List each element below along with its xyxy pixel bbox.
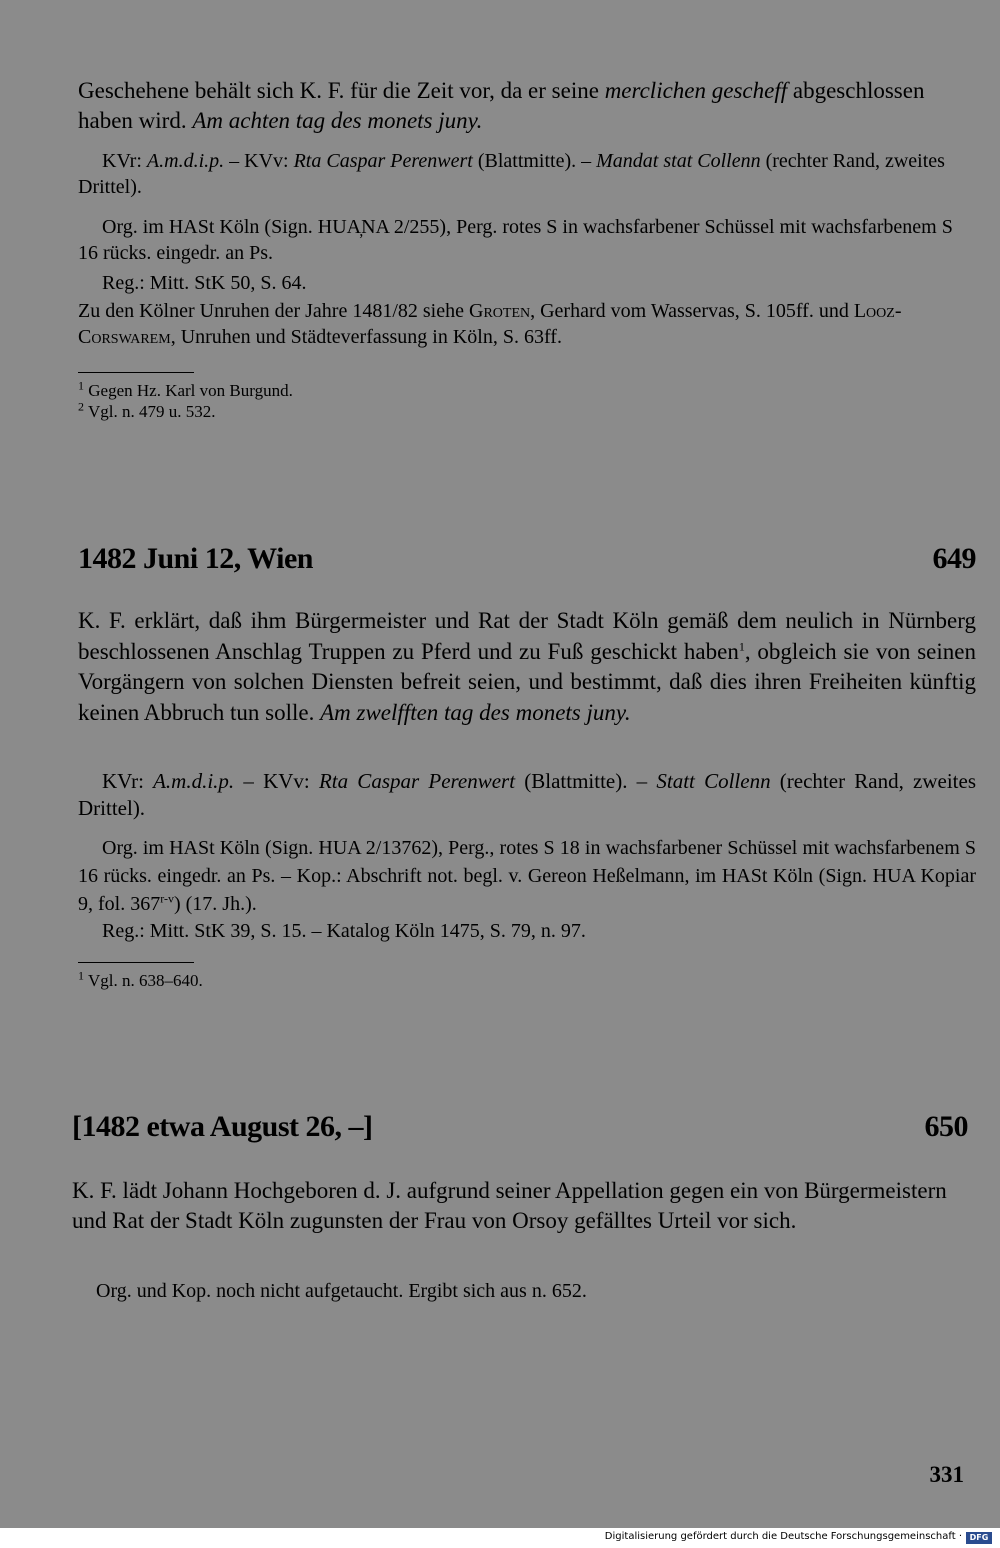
footnote xyxy=(78,970,976,991)
footnotes xyxy=(78,380,976,422)
footnote-text: Vgl. n. 479 u. 532. xyxy=(84,402,216,421)
regest-paragraph: K. F. lädt Johann Hochgeboren d. J. aufgrund seiner Appellation gegen ein von Bürgermeistern und Rat der Stadt Köln zugunsten der Frau von Orsoy gefälltes Urteil vor sich. xyxy=(72,1178,947,1233)
endorsement-text xyxy=(78,148,976,200)
entry-number: 649 xyxy=(932,542,976,575)
footnote-marker: 2 xyxy=(78,399,84,414)
text-span: , obgleich sie von seinen Vorgängern von solchen Diensten befreit seien, und bestimmt, daß dies ihren Freiheiten künftig keinen Abbruch tun solle. xyxy=(78,638,976,725)
page-number: 331 xyxy=(929,1462,964,1487)
folio-superscript: r-v xyxy=(160,891,174,906)
author-name: Looz-Corswarem xyxy=(78,300,902,348)
author-name: Groten xyxy=(469,300,531,322)
footnote xyxy=(78,380,976,401)
text-span: KVr: xyxy=(102,769,154,793)
footnote-marker: 1 xyxy=(78,968,84,983)
entry-number: 650 xyxy=(924,1110,968,1143)
text-span: Geschehene behält sich K. F. für die Zeit vor, da er seine xyxy=(78,78,605,103)
italic-span: A.m.d.i.p. xyxy=(146,150,225,172)
text-span: K. F. erklärt, daß ihm Bürgermeister und Rat der Stadt Köln gemäß dem neulich in Nürnberg beschlossenen Anschlag Truppen zu Pferd und zu Fuß geschickt haben xyxy=(78,608,976,664)
date-clause: Am achten tag des monets juny. xyxy=(192,108,483,133)
text-span: – KVv: xyxy=(224,150,294,172)
footnote xyxy=(78,401,976,422)
footnote-text: Gegen Hz. Karl von Burgund. xyxy=(84,381,293,400)
italic-span: A.m.d.i.p. xyxy=(153,769,235,793)
footnotes xyxy=(78,970,976,991)
text-span: (Blattmitte). – xyxy=(472,150,597,172)
text-span: abgeschlossen haben wird. xyxy=(78,78,925,133)
date-clause: Am zwelfften tag des monets juny. xyxy=(320,699,631,725)
endorsement-note xyxy=(78,148,976,200)
org-text: Org. und Kop. noch nicht aufgetaucht. Ergibt sich aus n. 652. xyxy=(96,1280,587,1302)
entry-regest xyxy=(78,606,976,728)
text-span: (rechter Rand, zweites Drittel). xyxy=(78,769,977,820)
regest-note xyxy=(78,270,976,296)
reg-text: Reg.: Mitt. StK 50, S. 64. xyxy=(102,272,307,294)
literature-note xyxy=(78,298,976,350)
original-source-note xyxy=(72,1278,968,1304)
continued-paragraph xyxy=(78,76,976,136)
text-span: , Gerhard vom Wasservas, S. 105ff. und xyxy=(530,300,854,322)
text-span: ) (17. Jh.). xyxy=(173,893,257,915)
funding-notice: Digitalisierung gefördert durch die Deutsche Forschungsgemeinschaft · xyxy=(604,1531,962,1542)
entry-heading xyxy=(78,542,976,576)
regest-paragraph xyxy=(78,606,976,728)
endorsement-note xyxy=(78,768,976,822)
footnote-marker: 1 xyxy=(738,638,745,653)
entry-heading xyxy=(72,1110,968,1144)
text-span: (rechter Rand, zweites Drittel). xyxy=(78,150,945,198)
reg-text: Reg.: Mitt. StK 39, S. 15. – Katalog Köln 1475, S. 79, n. 97. xyxy=(102,920,586,942)
original-source-note xyxy=(78,834,976,918)
footnote-text: Vgl. n. 638–640. xyxy=(84,971,203,990)
regest-note xyxy=(78,918,976,944)
footnote-divider xyxy=(78,962,194,963)
text-span: Zu den Kölner Unruhen der Jahre 1481/82 siehe xyxy=(78,300,469,322)
text-span: KVr: xyxy=(102,150,147,172)
italic-span: Rta Caspar Perenwert xyxy=(293,150,473,172)
italic-span: Mandat stat Collenn xyxy=(596,150,761,172)
italic-span: merclichen gescheff xyxy=(604,78,788,103)
text-span: , Unruhen und Städteverfassung in Köln, S. 63ff. xyxy=(170,326,562,348)
text-span: (Blattmitte). – xyxy=(515,769,657,793)
italic-span: Statt Collenn xyxy=(656,769,771,793)
italic-span: Rta Caspar Perenwert xyxy=(318,769,516,793)
original-source-note xyxy=(78,214,976,266)
footnote-divider xyxy=(78,372,194,373)
footnote-marker: 1 xyxy=(78,378,84,393)
text-span: – KVv: xyxy=(234,769,319,793)
entry-date-place: [1482 etwa August 26, –] xyxy=(72,1110,373,1143)
org-text xyxy=(78,834,976,918)
text-span: Org. im HASt Köln (Sign. HUA 2/13762), Perg., rotes S 18 in wachsfarbener Schüssel mit wachsfarbenem S 16 rücks. eingedr. an Ps. – Kop.: Abschrift not. begl. v. Gereon Heßelmann, im HASt Köln (Sign. HUA Kopiar 9, fol. 367 xyxy=(78,837,976,915)
org-text: Org. im HASt Köln (Sign. HUA̦NA 2/255), Perg. rotes S in wachsfarbener Schüssel mit wachsfarbenem S 16 rücks. eingedr. an Ps. xyxy=(78,216,953,264)
entry-date-place: 1482 Juni 12, Wien xyxy=(78,542,313,575)
literature-text xyxy=(78,298,976,350)
digitization-footer xyxy=(0,1528,1000,1548)
dfg-logo-icon[interactable]: DFG xyxy=(966,1532,992,1544)
continued-entry-text xyxy=(78,76,976,136)
entry-regest xyxy=(72,1176,968,1236)
endorsement-text xyxy=(78,768,976,822)
